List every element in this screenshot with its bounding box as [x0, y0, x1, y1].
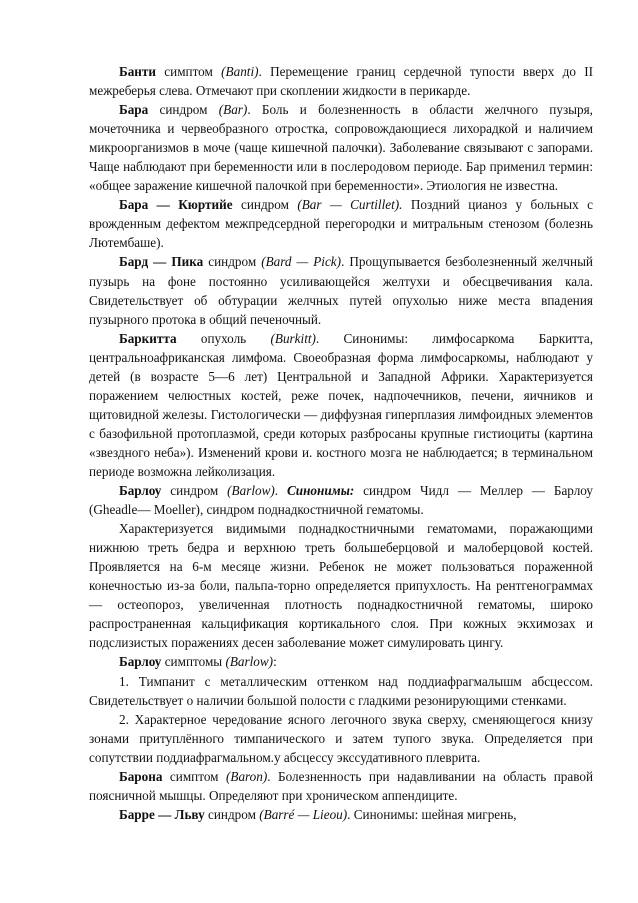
text-run: . Болезненность при надавливании на область правой поясничной мышцы. Определяют при хроническом аппендиците. — [89, 768, 594, 803]
synonyms-label: Синонимы: — [286, 483, 355, 499]
text-run: синдром — [148, 102, 219, 118]
latin-name: (Barré — Lieou) — [259, 806, 348, 822]
latin-name: (Barlow) — [225, 654, 274, 670]
text-run: . Синонимы: шейная мигрень, — [347, 806, 517, 822]
paragraph — [89, 100, 593, 195]
text-run: синдром Чидл — Меллер — Барлоу (Gheadle— Moeller), синдром поднадкостничной гематомы. — [89, 483, 593, 518]
term-heading: Баркитта — [119, 330, 177, 346]
paragraph — [89, 252, 593, 328]
text-run: синдром — [232, 197, 298, 213]
text-run: 1. Тимпанит с металлическим оттенком над поддиафрагмалышм абсцессом. Свидетельствует о наличии большой полости с гладкими резонирующими стенками. — [89, 673, 593, 708]
text-run: . Боль и болезненность в области желчного пузыря, мочеточника и червеобразного отростка, сопровождающиеся лихорадкой и наличием микроорганизмов в моче (чаще кишечной палочки). Заболевание связывают с запорами. Чаще наблюдают при беременности или в послеродовом периоде. Бар применил термин: «общее заражение кишечной палочкой при беременности». Этиология не известна. — [89, 102, 593, 194]
paragraph — [89, 710, 593, 767]
paragraph — [89, 672, 593, 710]
text-run: опухоль — [176, 330, 271, 346]
term-heading: Барлоу — [119, 654, 162, 670]
paragraph — [89, 805, 593, 824]
latin-name: (Bar — Curtillet). — [297, 197, 403, 213]
latin-name: (Bar) — [218, 102, 248, 118]
paragraph — [89, 519, 593, 652]
latin-name: (Burkitt) — [270, 330, 316, 346]
paragraph — [89, 652, 593, 671]
text-run: Характеризуется видимыми поднадкостничными гематомами, поражающими нижнюю треть бедра и верхнюю треть большеберцовой и малоберцовой костей. Проявляется на 6-м месяце жизни. Ребенок не может пользоваться пораженной конечностью из-за боли, пальпа-торно определяется припухлость. На рентгенограммах — остеопороз, увеличенная плотность поднадкостничной гематомы, широко распространенная кальцификация кортикального слоя. При кожных экхимозах и подслизистых поражениях десен заболевание может симулировать цингу. — [89, 521, 593, 651]
term-heading: Барона — [119, 768, 163, 784]
text-run: синдром — [204, 806, 260, 822]
term-heading: Барлоу — [119, 483, 162, 499]
latin-name: (Baron) — [226, 768, 268, 784]
text-run: . Прощупывается безболезненный желчный пузырь на фоне постоянно усиливающейся желтухи и обесцвечивания кала. Свидетельствует об обтурации желчных путей опухолью ниже места впадения пузырного протока в общий печеночный. — [89, 254, 593, 327]
term-heading: Бара — Кюртийе — [119, 197, 233, 213]
text-run: 2. Характерное чередование ясного легочного звука сверху, сменяющегося книзу зонами притуплённого тимпанического и затем тупого звука. Определяется при сопутствии поддиафрагмальном.у абсцессу экссудативного плеврита. — [89, 711, 593, 765]
text-run: симптом — [156, 64, 222, 79]
term-heading: Бард — Пика — [119, 254, 204, 270]
document-page — [89, 62, 593, 824]
text-run: . — [274, 483, 287, 499]
paragraph — [89, 329, 593, 481]
text-run: симптомы — [161, 654, 226, 670]
term-heading: Барре — Льву — [119, 806, 205, 822]
text-run: : — [273, 654, 277, 670]
paragraph — [89, 62, 593, 100]
latin-name: (Barlow) — [227, 483, 275, 499]
text-run: симптом — [162, 768, 226, 784]
text-run: синдром — [161, 483, 228, 499]
term-heading: Бара — [119, 102, 149, 118]
latin-name: (Banti) — [221, 64, 259, 79]
term-heading: Банти — [119, 64, 156, 79]
text-run: синдром — [203, 254, 262, 270]
paragraph — [89, 195, 593, 252]
paragraph — [89, 481, 593, 519]
text-run: . Синонимы: лимфосаркома Баркитта, центральноафриканская лимфома. Своеобразная форма лимфосаркомы, наблюдают у детей (в возрасте 5—6 лет) Центральной и Западной Африки. Характеризуется поражением челюстных костей, реже почек, надпочечников, печени, яичников и щитовидной железы. Гистологически — диффузная гиперплазия лимфоидных элементов с базофильной протоплазмой, среди которых разбросаны крупные гистиоциты (картина «звездного неба»). Изменений крови и. костного мозга не наблюдается; в терминальном периоде возможна лейколизация. — [89, 330, 593, 479]
text-run: . Перемещение границ сердечной тупости вверх до II межреберья слева. Отмечают при скоплении жидкости в перикарде. — [89, 64, 593, 99]
latin-name: (Bard — Pick) — [261, 254, 342, 270]
text-run: Поздний цианоз у больных с врожденным дефектом межпредсердной перегородки и митральным стенозом (болезнь Лютембаше). — [89, 197, 593, 251]
paragraph — [89, 767, 593, 805]
